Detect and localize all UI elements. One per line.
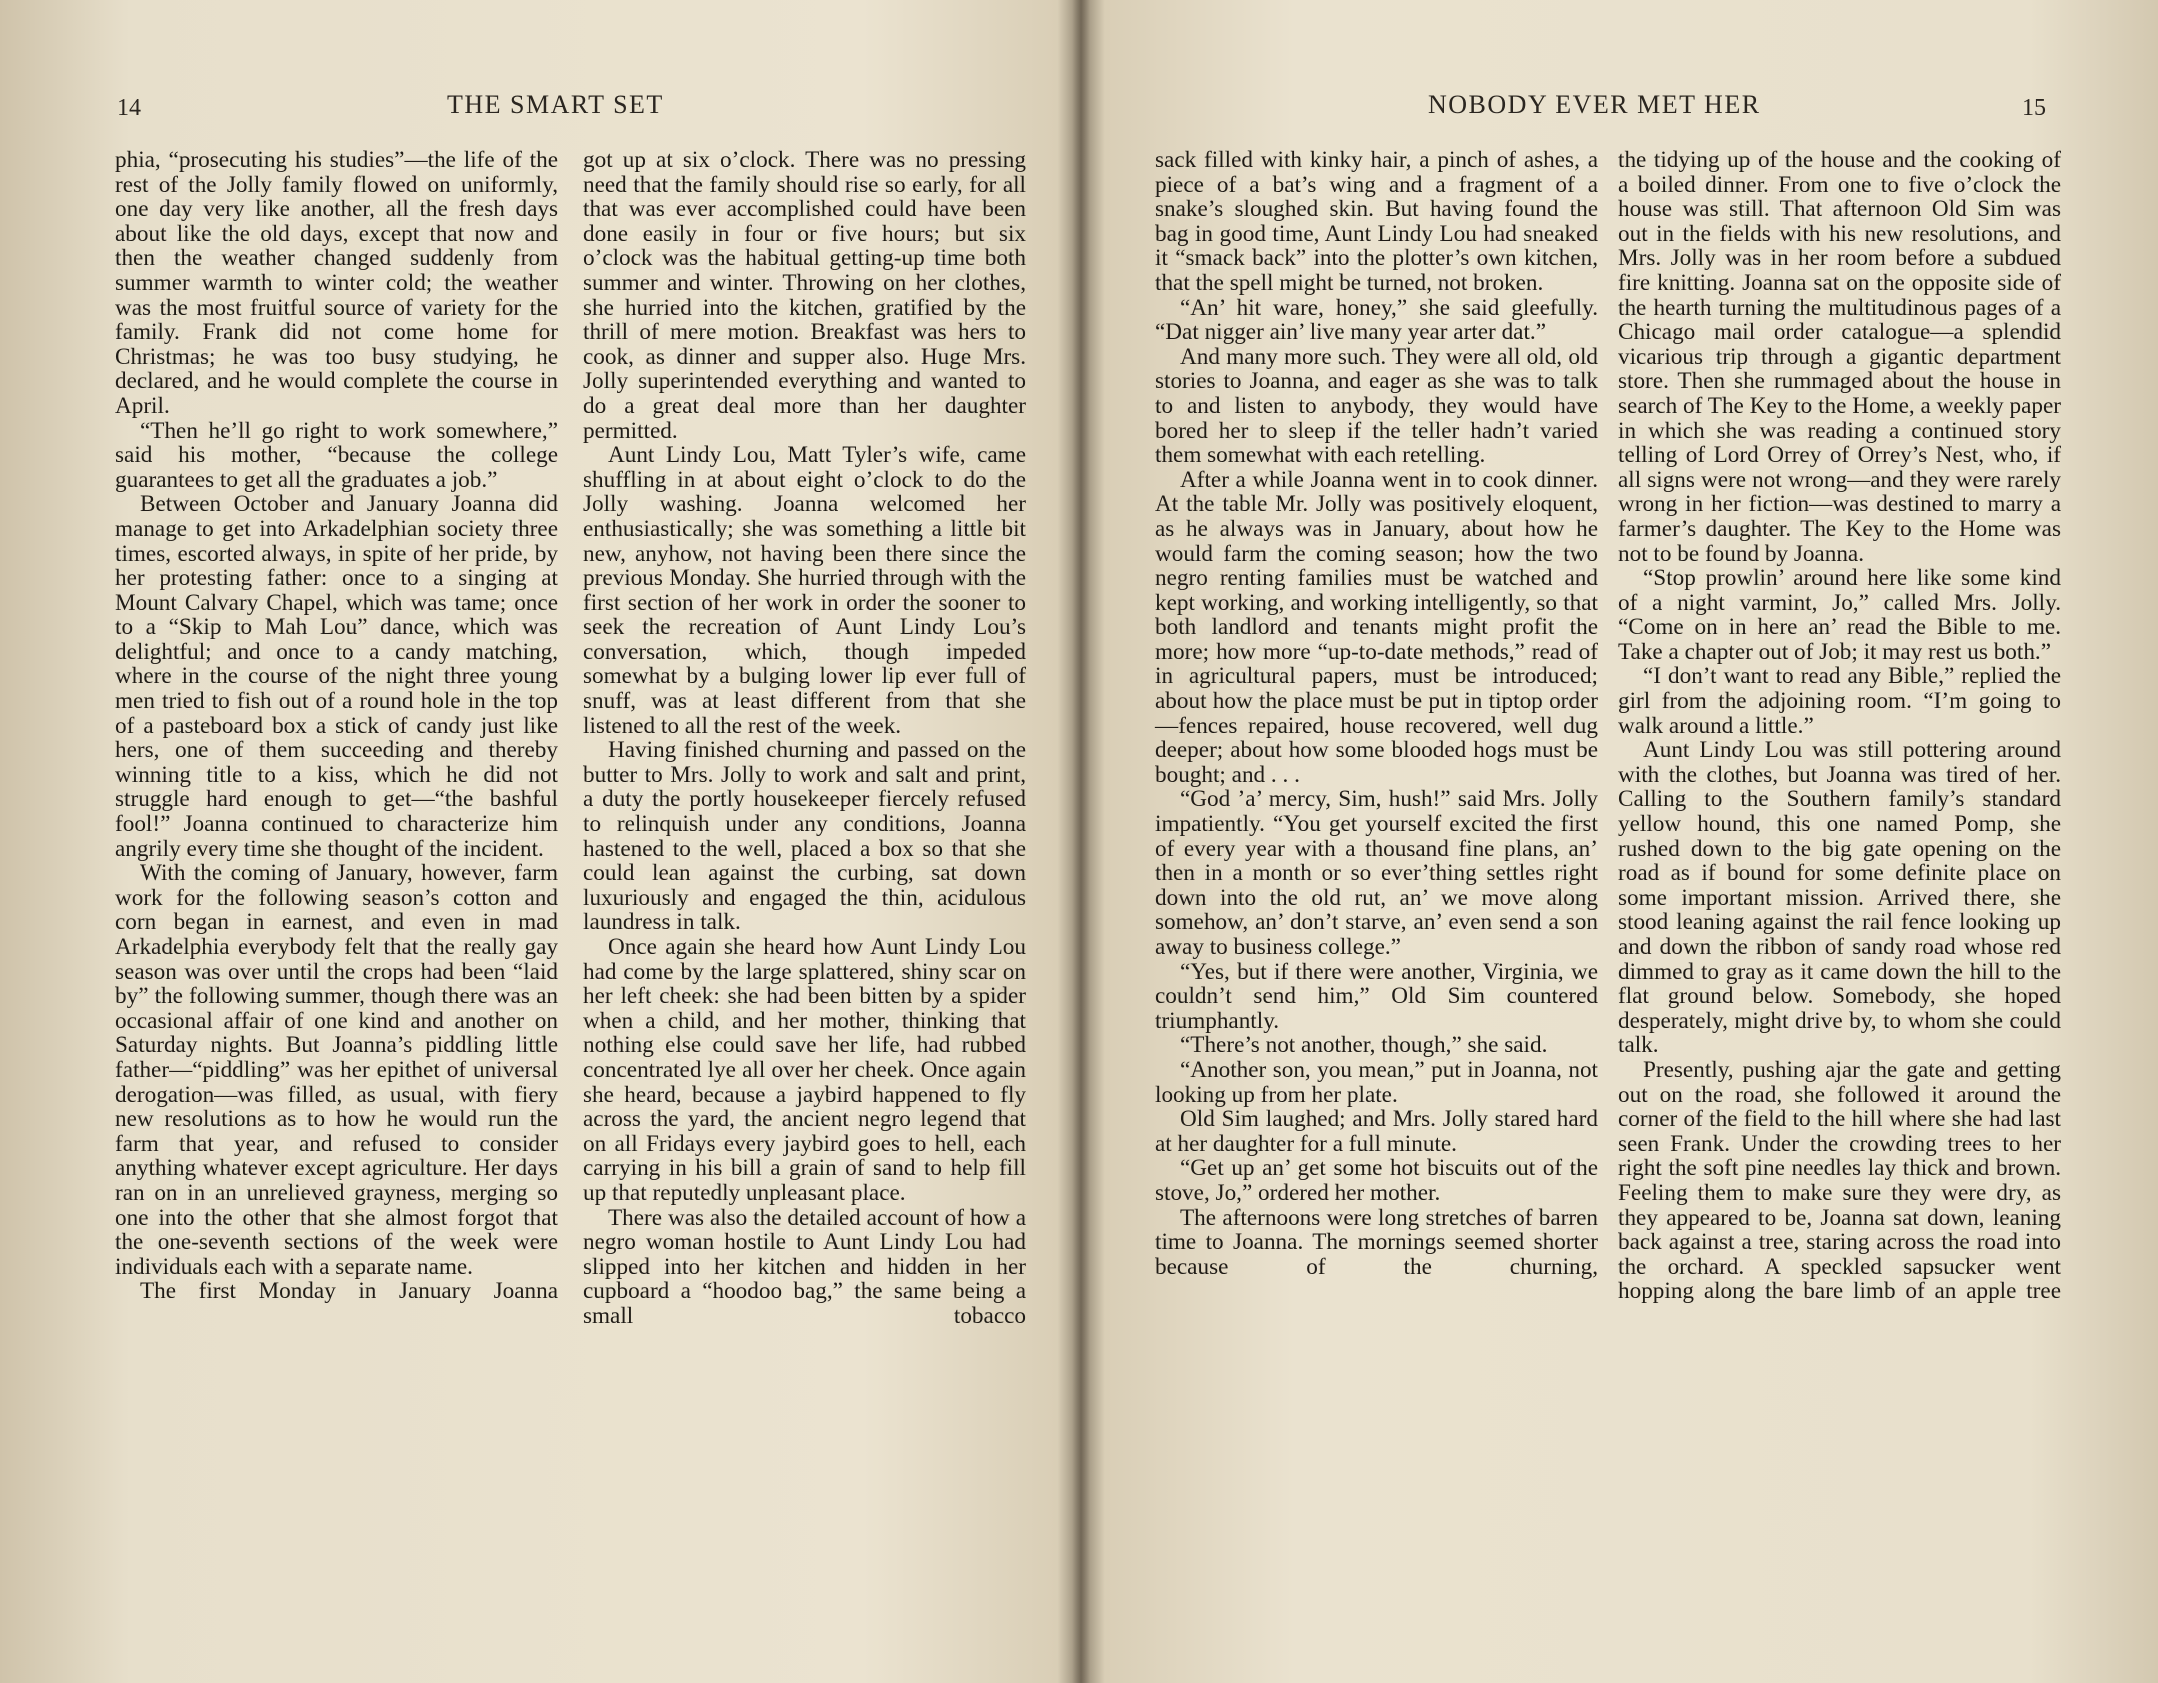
paragraph: The afternoons were long stretches of barren time to Joanna. The mornings seemed shorter because of the churning, bbox=[1155, 1204, 1598, 1280]
paragraph: The first Monday in January Joanna bbox=[140, 1278, 558, 1305]
paragraph: Old Sim laughed; and Mrs. Jolly stared hard at her daughter for a full minute. bbox=[1155, 1106, 1598, 1157]
paragraph: phia, “prosecuting his studies”—the life of the rest of the Jolly family flowed on uniformly, one day very like another, all the fresh days about like the old days, except that now and then the weather changed suddenly from summer warmth to winter cold; the weather was the most fruitful source of variety for the family. Frank did not come home for Christmas; he was too busy studying, he declared, and he would complete the course in April. bbox=[115, 147, 558, 419]
paragraph: Once again she heard how Aunt Lindy Lou had come by the large splattered, shiny scar on her left cheek: she had been bitten by a spider when a child, and her mother, thinking that nothing else could save her life, had rubbed concentrated lye all over her cheek. Once again she heard, because a jaybird happened to fly across the yard, the ancient negro legend that on all Fridays every jaybird goes to hell, each carrying in his bill a grain of sand to help fill up that reputedly unpleasant place. bbox=[583, 934, 1026, 1206]
paragraph: “Another son, you mean,” put in Joanna, not looking up from her plate. bbox=[1155, 1056, 1598, 1108]
paragraph: There was also the detailed account of how a negro woman hostile to Aunt Lindy Lou had slipped into her kitchen and hidden in her cupboard a “hoodoo bag,” the same being a small tobacco bbox=[583, 1204, 1026, 1329]
text-column-2 bbox=[583, 148, 1026, 1329]
paragraph: “God ’a’ mercy, Sim, hush!” said Mrs. Jolly impatiently. “You get yourself excited the first of every year with a thousand fine plans, an’ then in a month or so ever’thing settles right down into the old rut, an’ we move along somehow, an’ don’t starve, an’ even send a son away to business college.” bbox=[1155, 786, 1598, 960]
paragraph: “An’ hit ware, honey,” she said gleefully. “Dat nigger ain’ live many year arter dat.” bbox=[1155, 294, 1598, 346]
paragraph: got up at six o’clock. There was no pressing need that the family should rise so early, for all that was ever accomplished could have been done easily in four or five hours; but six o’clock was the habitual getting-up time both summer and winter. Throwing on her clothes, she hurried into the kitchen, gratified by the thrill of mere motion. Breakfast was hers to cook, as dinner and supper also. Huge Mrs. Jolly superintended everything and wanted to do a great deal more than her daughter permitted. bbox=[583, 147, 1026, 444]
paragraph: Between October and January Joanna did manage to get into Arkadelphian society three times, escorted always, in spite of her pride, by her protesting father: once to a singing at Mount Calvary Chapel, which was tame; once to a “Skip to Mah Lou” dance, which was delightful; and once to a candy matching, where in the course of the night three young men tried to fish out of a round hole in the top of a pasteboard box a stick of candy just like hers, one of them succeeding and thereby winning title to a kiss, which he did not struggle hard enough to get—“the bashful fool!” Joanna continued to characterize him angrily every time she thought of the incident. bbox=[115, 491, 558, 862]
paragraph: “Stop prowlin’ around here like some kind of a night varmint, Jo,” called Mrs. Jolly. “Come on in here an’ read the Bible to me. Take a chapter out of Job; it may rest us both.” bbox=[1618, 565, 2061, 665]
left-page bbox=[0, 0, 1075, 1683]
text-column-2 bbox=[1618, 148, 2061, 1304]
paragraph: “There’s not another, though,” she said. bbox=[1180, 1032, 1548, 1059]
paragraph: And many more such. They were all old, old stories to Joanna, and eager as she was to talk to and listen to anybody, they would have bored her to sleep if the teller hadn’t varied them somewhat with each retelling. bbox=[1155, 343, 1598, 469]
paragraph: Aunt Lindy Lou was still pottering around with the clothes, but Joanna was tired of her. Calling to the Southern family’s standard yellow hound, this one named Pomp, she rushed down to the big gate opening on the road as if bound for some definite place on some important mission. Arrived there, she stood leaning against the rail fence looking up and down the ribbon of sandy road whose red dimmed to gray as it came down the hill to the flat ground below. Somebody, she hoped desperately, might drive by, to whom she could talk. bbox=[1618, 737, 2061, 1059]
paragraph: the tidying up of the house and the cooking of a boiled dinner. From one to five o’clock the house was still. That afternoon Old Sim was out in the fields with his new resolutions, and Mrs. Jolly was in her room before a subdued fire knitting. Joanna sat on the opposite side of the hearth turning the multitudinous pages of a Chicago mail order catalogue—a splendid vicarious trip through a gigantic department store. Then she rummaged about the house in search of The Key to the Home, a weekly paper in which she was reading a continued story telling of Lord Orrey of Orrey’s Nest, who, if all signs were not wrong—and they were rarely wrong in her fiction—was destined to marry a farmer’s daughter. The Key to the Home was not to be found by Joanna. bbox=[1618, 147, 2061, 567]
paragraph: “Get up an’ get some hot biscuits out of the stove, Jo,” ordered her mother. bbox=[1155, 1155, 1598, 1206]
paragraph: Aunt Lindy Lou, Matt Tyler’s wife, came shuffling in at about eight o’clock to do the Jolly washing. Joanna welcomed her enthusiastically; she was something a little bit new, anyhow, not having been there since the previous Monday. She hurried through with the first section of her work in order the sooner to seek the recreation of Aunt Lindy Lou’s conversation, which, though impeded somewhat by a bulging lower lip ever full of snuff, was at least different from that she listened to all the rest of the week. bbox=[583, 442, 1026, 739]
text-column-1 bbox=[115, 148, 558, 1304]
paragraph: Having finished churning and passed on the butter to Mrs. Jolly to work and salt and print, a duty the portly housekeeper fiercely refused to relinquish under any conditions, Joanna hastened to the well, placed a box so that she could lean against the curbing, sat down luxuriously and engaged the thin, acidulous laundress in talk. bbox=[583, 737, 1026, 936]
paragraph: With the coming of January, however, farm work for the following season’s cotton and corn began in earnest, and even in mad Arkadelphia everybody felt that the really gay season was over until the crops had been “laid by” the following summer, though there was an occasional affair of one kind and another on Saturday nights. But Joanna’s piddling little father—“piddling” was her epithet of universal derogation—was filled, as usual, with fiery new resolutions as to how he would run the farm that year, and refused to consider anything whatever except agriculture. Her days ran on in an unrelieved grayness, merging so one into the other that she almost forgot that the one-seventh sections of the week were individuals each with a separate name. bbox=[115, 860, 558, 1280]
paragraph: Presently, pushing ajar the gate and getting out on the road, she followed it around the corner of the field to the hill where she had last seen Frank. Under the crowding trees to her right the soft pine needles lay thick and brown. Feeling them to make sure they were dry, as they appeared to be, Joanna sat down, leaning back against a tree, staring across the road into the orchard. A speckled sapsucker went hopping along the bare limb of an apple tree bbox=[1618, 1056, 2061, 1305]
text-column-1 bbox=[1155, 148, 1598, 1279]
page-number: 14 bbox=[117, 95, 141, 121]
running-head: THE SMART SET bbox=[447, 90, 664, 119]
page-number: 15 bbox=[2022, 95, 2046, 121]
right-page bbox=[1085, 0, 2158, 1683]
paragraph: sack filled with kinky hair, a pinch of ashes, a piece of a bat’s wing and a fragment of a snake’s sloughed skin. But having found the bag in good time, Aunt Lindy Lou had sneaked it “smack back” into the plotter’s own kitchen, that the spell might be turned, not broken. bbox=[1155, 147, 1598, 296]
paragraph: After a while Joanna went in to cook dinner. At the table Mr. Jolly was positively eloquent, as he always was in January, about how he would farm the coming season; how the two negro renting families must be watched and kept working, and working intelligently, so that both landlord and tenants might profit the more; how more “up-to-date methods,” read of in agricultural papers, must be introduced; about how the place must be put in tiptop order—fences repaired, house recovered, well dug deeper; about how some blooded hogs must be bought; and . . . bbox=[1155, 466, 1598, 788]
paragraph: “I don’t want to read any Bible,” replied the girl from the adjoining room. “I’m going to walk around a little.” bbox=[1618, 663, 2061, 739]
running-head: NOBODY EVER MET HER bbox=[1428, 90, 1761, 119]
paragraph: “Yes, but if there were another, Virginia, we couldn’t send him,” Old Sim countered triumphantly. bbox=[1155, 958, 1598, 1034]
paragraph: “Then he’ll go right to work somewhere,” said his mother, “because the college guarantees to get all the graduates a job.” bbox=[115, 417, 558, 493]
